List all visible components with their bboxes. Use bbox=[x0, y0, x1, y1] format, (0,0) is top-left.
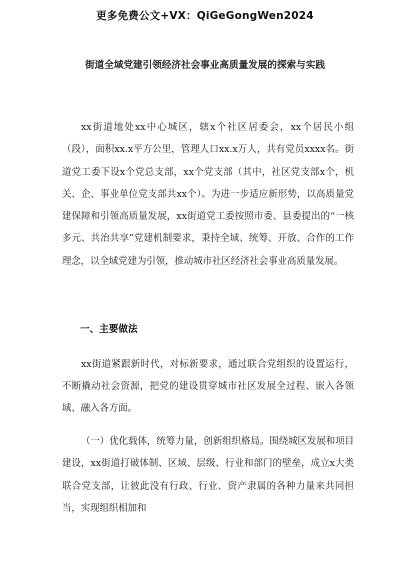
section-heading: 一、主要做法 bbox=[80, 324, 138, 335]
section-paragraph: xx街道紧跟新时代，对标新要求，通过联合党组织的设置运行，不断撬动社会资源，把党的建设贯穿城市社区发展全过程、嵌入各领域、融入各方面。 bbox=[62, 359, 354, 414]
header-banner: 更多免费公文+VX：QiGeGongWen2024 bbox=[96, 10, 314, 22]
intro-paragraph: xx街道地处xx中心城区，辖x个社区居委会，xx个居民小组（段），面积xx.x平方公里，管理人口xx.x万人，共有党员xxxx名。街道党工委下设x个党总支部，xx个党支部（其中，社区党支部x个，机关、企、事业单位党支部共xx个）。为进一步适应新形势，以高质量党建保障和引领高质量发展，xx街道党工委按照市委、县委提出的“一核多元、共治共享”党建机制要求，秉持全域、统筹、开放、合作的工作理念，以全域党建为引领，推动城市社区经济社会事业高质量发展。 bbox=[62, 122, 354, 267]
section-paragraph: （一）优化载体，统筹力量，创新组织格局。围绕城区发展和项目建设，xx街道打破体制、区域、层级、行业和部门的壁垒，成立x大类联合党支部，让彼此没有行政、行业、资产隶属的各种力量来共同担当，实现组织相加和 bbox=[62, 436, 354, 515]
document-title: 街道全域党建引领经济社会事业高质量发展的探索与实践 bbox=[85, 60, 325, 71]
